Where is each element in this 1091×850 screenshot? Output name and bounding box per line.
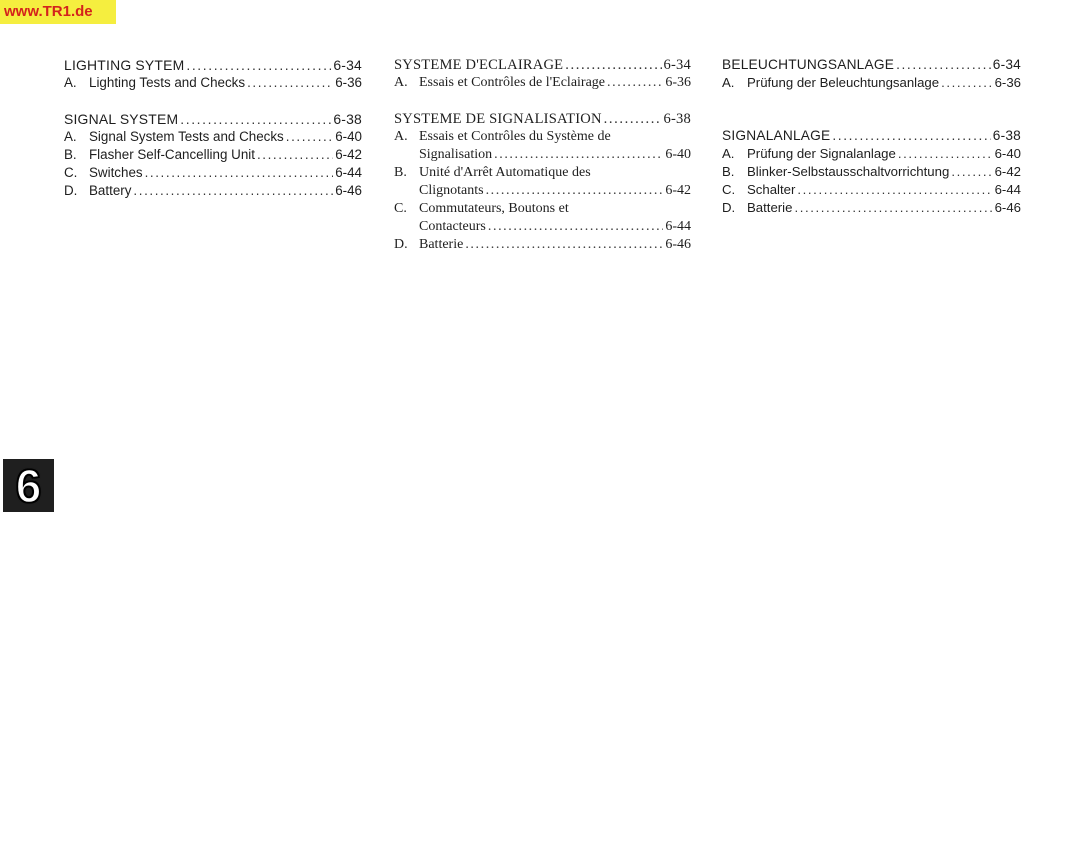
item-label-continued: Contacteurs (419, 219, 486, 234)
dot-leader (488, 218, 663, 236)
item-label: Prüfung der Beleuchtungsanlage (747, 75, 940, 90)
dot-leader (898, 145, 993, 163)
item-label: Signal System Tests and Checks (89, 129, 284, 144)
toc-entry[interactable] (394, 128, 691, 164)
toc-entry[interactable] (64, 164, 362, 182)
toc-column-german (722, 56, 1021, 217)
page-number: 6-42 (665, 183, 691, 198)
toc-entry[interactable] (722, 145, 1021, 163)
item-marker: A. (394, 75, 408, 90)
item-label: Schalter (747, 182, 796, 197)
dot-leader (465, 236, 663, 254)
item-marker: C. (64, 165, 78, 180)
item-label-continued: Signalisation (419, 147, 493, 162)
chapter-number: 6 (15, 459, 42, 512)
dot-leader (494, 146, 663, 164)
page-number: 6-38 (333, 111, 362, 127)
toc-entry-lighting-system[interactable] (722, 56, 1021, 74)
page-number: 6-46 (335, 183, 362, 198)
item-marker: A. (722, 146, 735, 161)
chapter-tab (3, 459, 54, 512)
page-number: 6-40 (994, 146, 1021, 161)
toc-title: BELEUCHTUNGSANLAGE (722, 57, 895, 72)
item-marker: D. (394, 237, 408, 252)
page-number: 6-42 (335, 147, 362, 162)
dot-leader (607, 74, 663, 92)
toc-title: LIGHTING SYTEM (64, 57, 185, 73)
item-marker: A. (64, 129, 77, 144)
item-label-continued: Clignotants (419, 183, 484, 198)
item-marker: A. (722, 75, 735, 90)
item-marker: B. (722, 164, 735, 179)
dot-leader (247, 74, 333, 92)
item-label: Batterie (419, 237, 464, 252)
toc-entry[interactable] (722, 163, 1021, 181)
dot-leader (941, 74, 992, 92)
dot-leader (604, 110, 662, 128)
dot-leader (797, 181, 992, 199)
toc-entry-lighting-system[interactable] (394, 56, 691, 74)
toc-entry-signal-system[interactable] (394, 110, 691, 128)
toc-title: SIGNAL SYSTEM (64, 111, 179, 127)
item-label: Essais et Contrôles de l'Eclairage (419, 75, 606, 90)
item-marker: B. (394, 165, 407, 180)
dot-leader (257, 146, 333, 164)
dot-leader (145, 164, 334, 182)
page-number: 6-44 (994, 182, 1021, 197)
toc-title: SYSTEME DE SIGNALISATION (394, 111, 602, 127)
page-number: 6-40 (335, 129, 362, 144)
toc-entry[interactable] (722, 181, 1021, 199)
toc-entry[interactable] (64, 146, 362, 164)
toc-entry-signal-system[interactable] (722, 127, 1021, 145)
item-label: Batterie (747, 200, 793, 215)
dot-leader (794, 199, 992, 217)
item-marker: B. (64, 147, 77, 162)
item-label: Commutateurs, Boutons et (419, 201, 569, 216)
dot-leader (896, 56, 991, 74)
item-label: Unité d'Arrêt Automatique des (419, 165, 591, 180)
item-marker: C. (394, 201, 407, 216)
toc-entry[interactable] (722, 199, 1021, 217)
toc-entry[interactable] (722, 74, 1021, 92)
page-number: 6-42 (994, 164, 1021, 179)
page-number: 6-44 (665, 219, 691, 234)
dot-leader (286, 128, 333, 146)
dot-leader (186, 56, 331, 74)
toc-entry[interactable] (394, 200, 691, 236)
item-label: Switches (89, 165, 143, 180)
toc-entry[interactable] (64, 128, 362, 146)
page-number: 6-44 (335, 165, 362, 180)
toc-entry[interactable] (64, 182, 362, 200)
toc-entry[interactable] (394, 236, 691, 254)
item-label: Flasher Self-Cancelling Unit (89, 147, 255, 162)
page-number: 6-36 (665, 75, 691, 90)
dot-leader (832, 127, 990, 145)
item-label: Lighting Tests and Checks (89, 75, 246, 90)
dot-leader (486, 182, 664, 200)
toc-entry-lighting-system[interactable] (64, 56, 362, 74)
item-label: Prüfung der Signalanlage (747, 146, 896, 161)
toc-entry[interactable] (394, 164, 691, 200)
dot-leader (565, 56, 661, 74)
page-number: 6-34 (663, 57, 691, 73)
toc-column-english (64, 56, 362, 200)
item-marker: A. (394, 129, 408, 144)
item-label: Battery (89, 183, 132, 198)
page-number: 6-34 (333, 57, 362, 73)
toc-entry[interactable] (64, 74, 362, 92)
watermark-link[interactable]: www.TR1.de (0, 0, 116, 24)
toc-entry-signal-system[interactable] (64, 110, 362, 128)
dot-leader (951, 163, 992, 181)
item-label: Blinker-Selbstausschaltvorrichtung (747, 164, 950, 179)
item-label: Essais et Contrôles du Système de (419, 129, 611, 144)
page-number: 6-38 (663, 111, 691, 127)
toc-entry[interactable] (394, 74, 691, 92)
item-marker: D. (722, 200, 736, 215)
page-number: 6-46 (665, 237, 691, 252)
page-number: 6-38 (992, 128, 1021, 143)
page-number: 6-36 (994, 75, 1021, 90)
toc-title: SYSTEME D'ECLAIRAGE (394, 57, 564, 73)
item-marker: C. (722, 182, 736, 197)
toc-title: SIGNALANLAGE (722, 128, 831, 143)
page-number: 6-36 (335, 75, 362, 90)
item-marker: A. (64, 75, 77, 90)
item-marker: D. (64, 183, 78, 198)
page-number: 6-46 (994, 200, 1021, 215)
dot-leader (133, 182, 333, 200)
page-number: 6-40 (665, 147, 691, 162)
dot-leader (180, 110, 331, 128)
page-number: 6-34 (992, 57, 1021, 72)
toc-column-french (394, 56, 691, 254)
